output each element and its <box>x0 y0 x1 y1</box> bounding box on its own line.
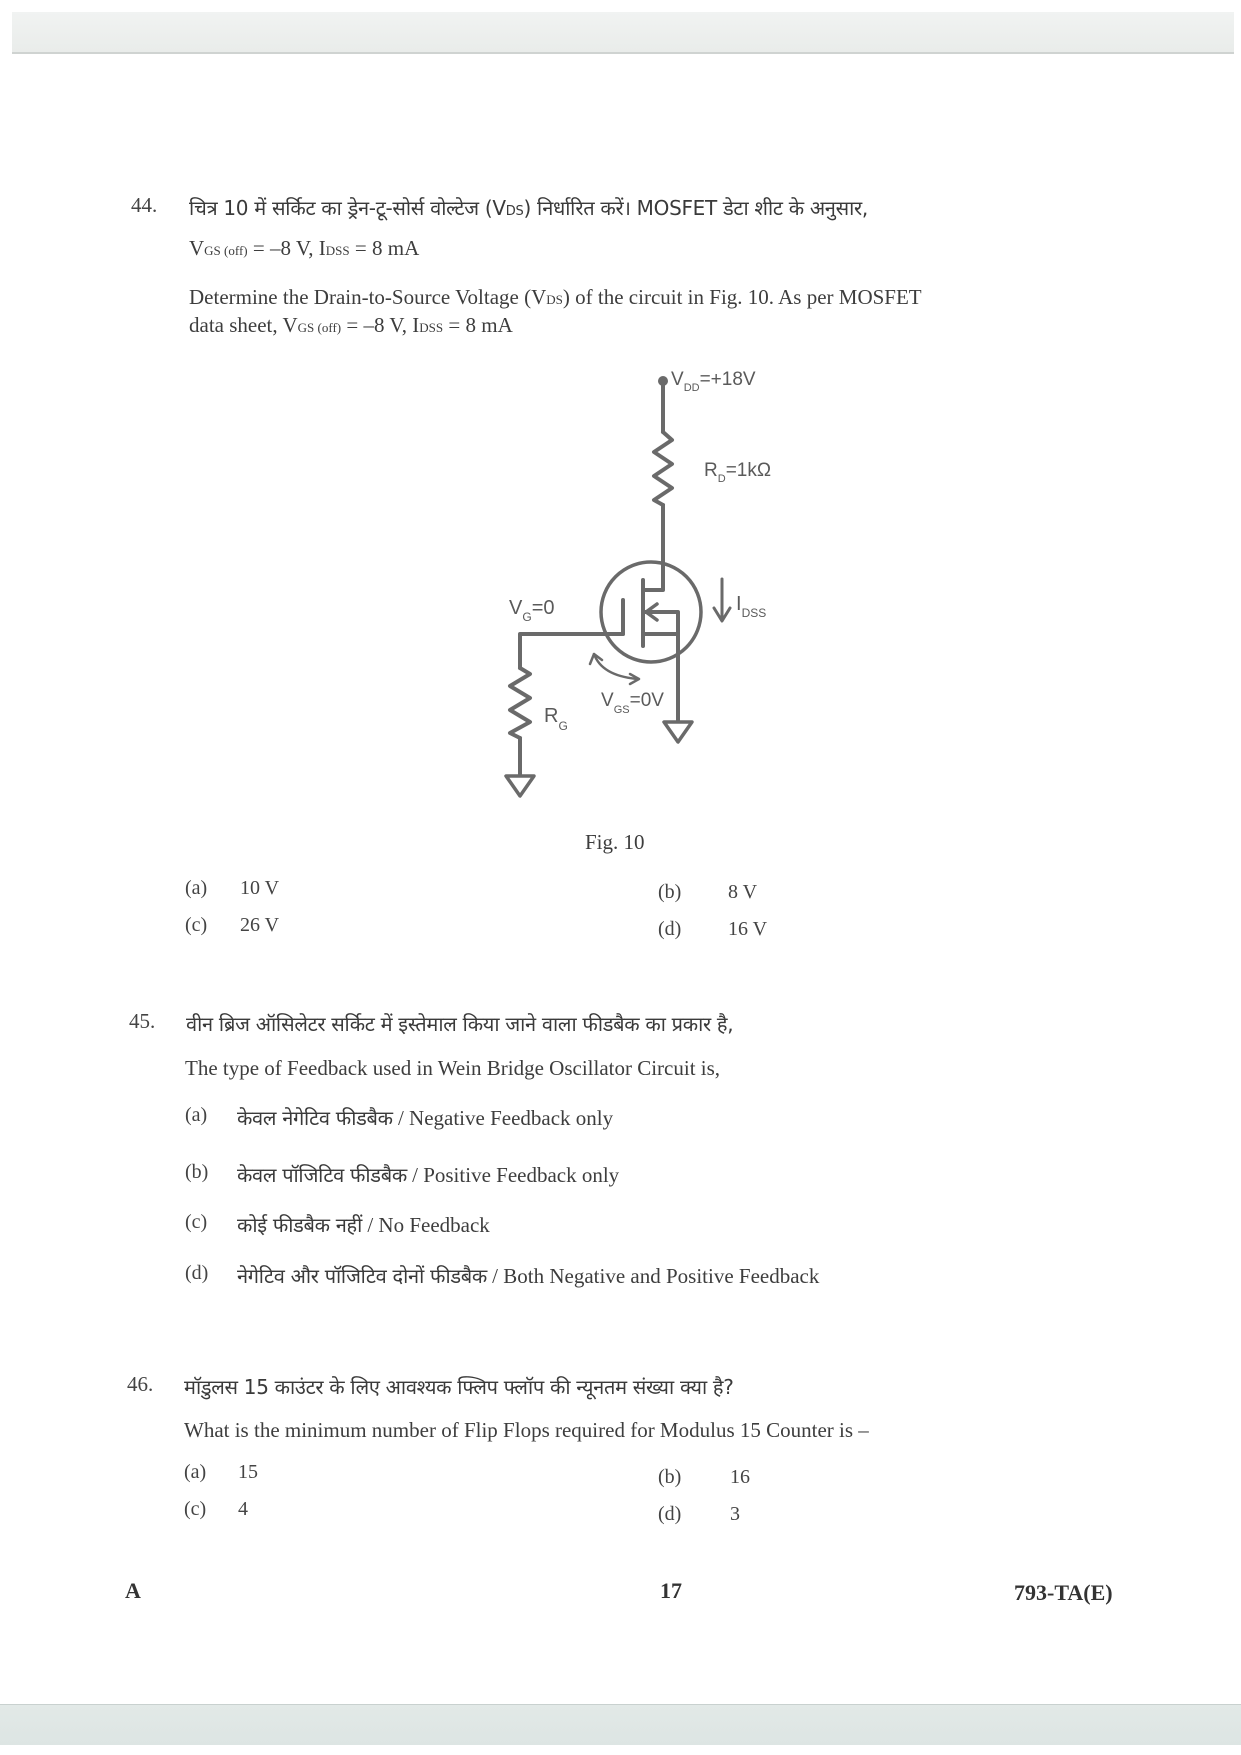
svg-text:IDSS: $I_{DSS}$ <box>736 593 767 620</box>
gate-resistor-icon <box>510 668 530 738</box>
question-english-line2: data sheet, VGS (off) = –8 V, IDSS = 8 mA <box>189 313 513 337</box>
question-hindi: मॉडुलस 15 काउंटर के लिए आवश्यक फ्लिप फ्लॉप की न्यूनतम संख्या क्या है? <box>184 1375 734 1399</box>
svg-text:RG: $R_G$ <box>544 705 568 733</box>
svg-text:VGS=0V: $V_{GS}=0V$ <box>601 690 664 716</box>
paper-code: 793-TA(E) <box>1014 1580 1113 1605</box>
booklet-series: A <box>125 1578 141 1603</box>
scan-border-bottom <box>0 1704 1241 1745</box>
question-english: What is the minimum number of Flip Flops required for Modulus 15 Counter is – <box>184 1418 869 1442</box>
question-english-line1: Determine the Drain-to-Source Voltage (VDS) of the circuit in Fig. 10. As per MOSFET <box>189 285 922 309</box>
question-number: 46. <box>127 1372 154 1396</box>
question-number: 45. <box>129 1009 156 1033</box>
svg-text:VG=0: $V_G=0$ <box>509 597 555 624</box>
ground-icon <box>664 722 692 742</box>
ground-icon <box>506 776 534 796</box>
drain-resistor-icon <box>654 432 672 505</box>
svg-text:VDD=+18V: $V_{DD}=+18V$ <box>671 369 756 394</box>
question-english: The type of Feedback used in Wein Bridge Oscillator Circuit is, <box>185 1056 721 1080</box>
question-hindi-line1: चित्र 10 में सर्किट का ड्रेन-टू-सोर्स वोल्टेज (VDS) निर्धारित करें। MOSFET डेटा शीट के अनुसार, <box>189 196 868 220</box>
page-number: 17 <box>660 1578 682 1603</box>
figure-caption: Fig. 10 <box>585 830 645 854</box>
svg-text:RD=1kΩ: $R_D=1k\Omega$ <box>704 460 772 485</box>
circuit-diagram <box>0 0 1241 820</box>
question-given-values: VGS (off) = –8 V, IDSS = 8 mA <box>189 236 420 260</box>
question-hindi: वीन ब्रिज ऑसिलेटर सर्किट में इस्तेमाल किया जाने वाला फीडबैक का प्रकार है, <box>186 1012 734 1036</box>
question-number: 44. <box>131 193 158 217</box>
